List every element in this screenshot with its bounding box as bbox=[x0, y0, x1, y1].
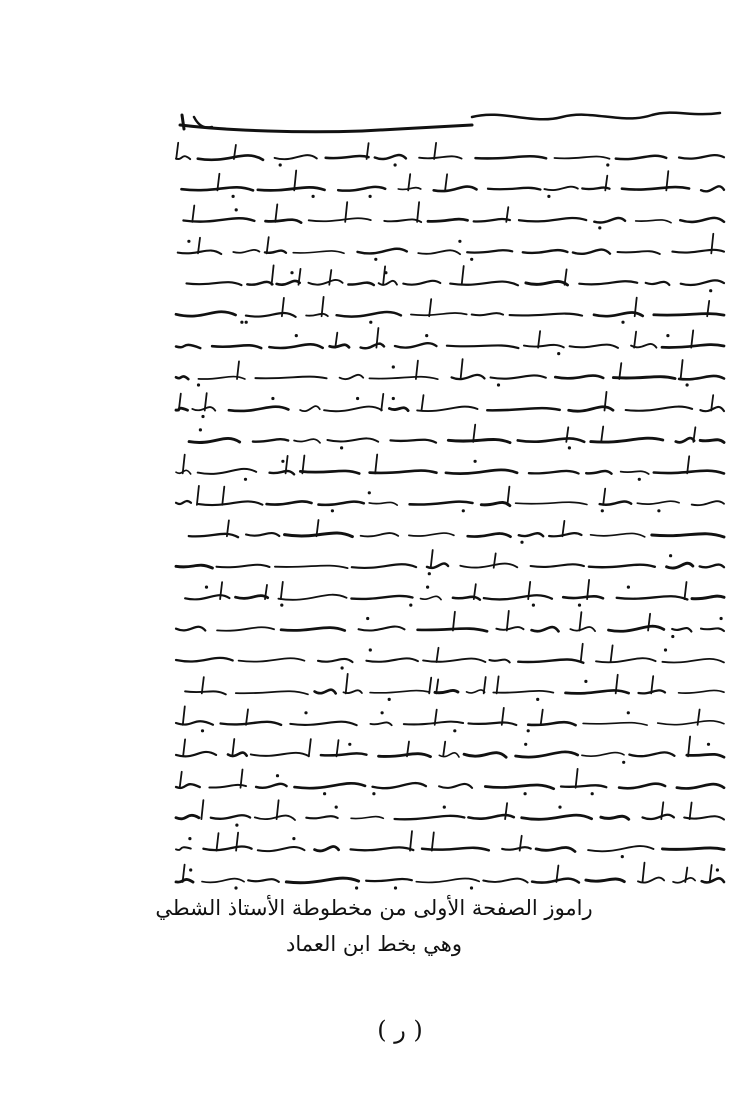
manuscript-handwriting bbox=[172, 95, 728, 890]
caption-line-1: راموز الصفحة الأولى من مخطوطة الأستاذ الشطي bbox=[155, 896, 593, 920]
page-number: ( ر ) bbox=[377, 1016, 423, 1044]
manuscript-image bbox=[172, 95, 728, 890]
caption-line-2: وهي بخط ابن العماد bbox=[286, 932, 462, 956]
